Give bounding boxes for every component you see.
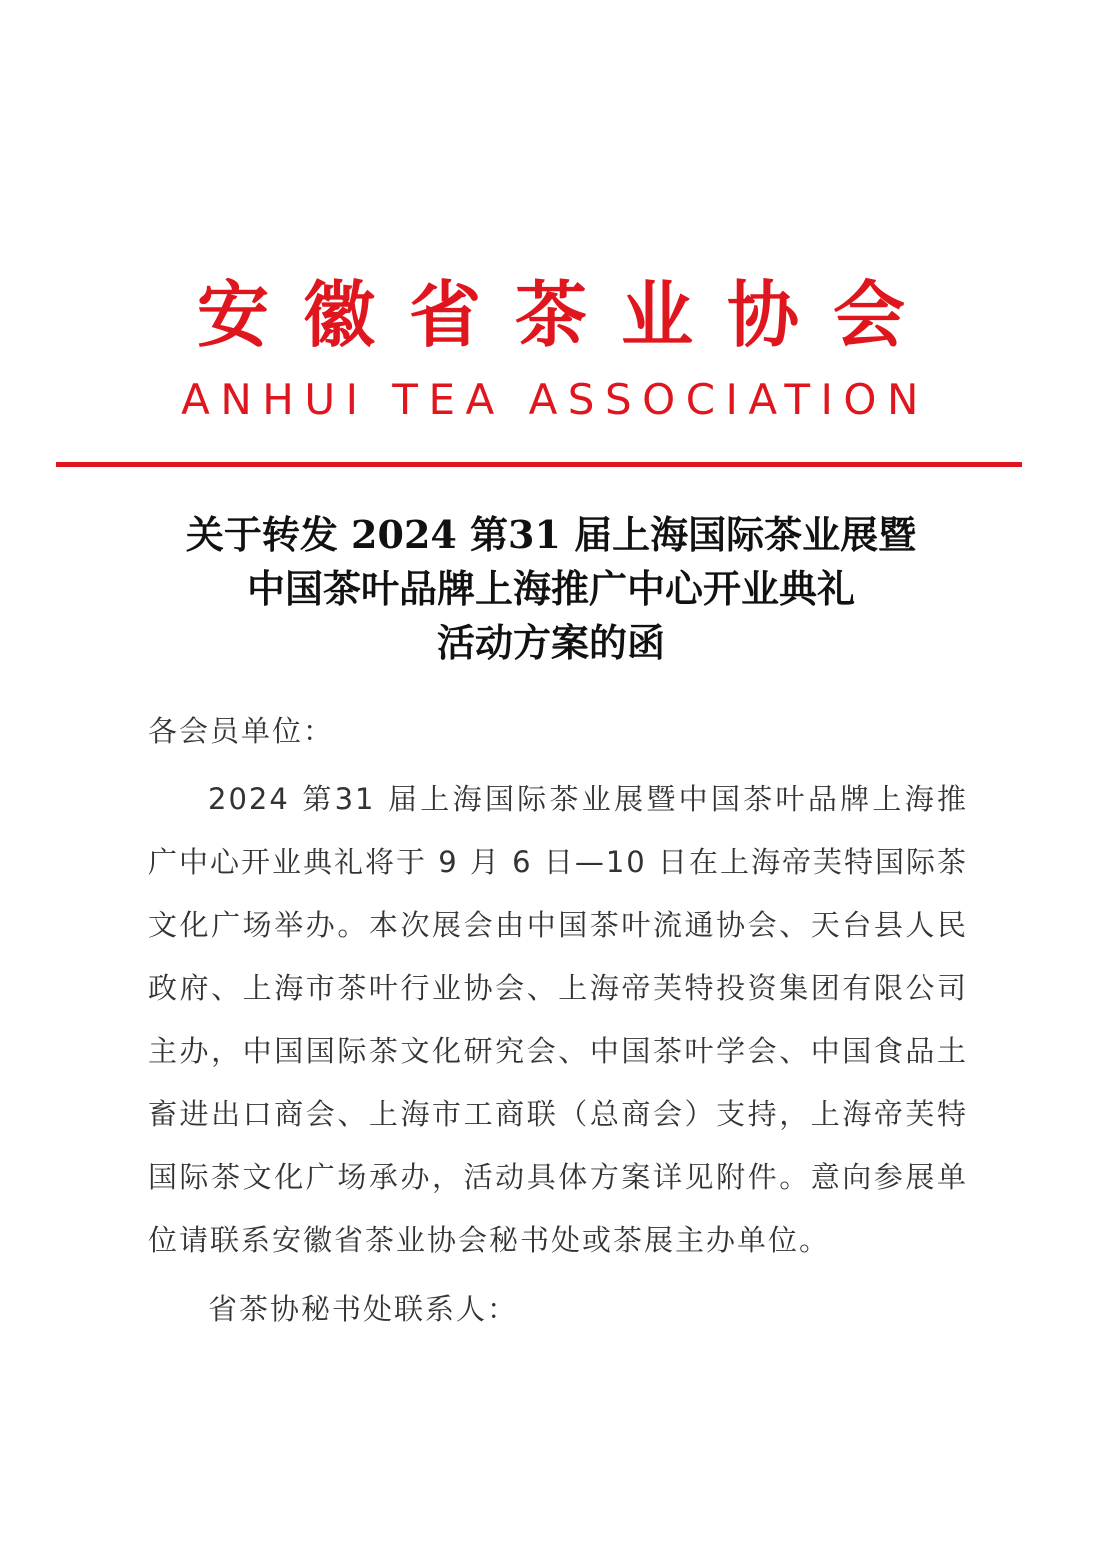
title-line-2: 中国茶叶品牌上海推广中心开业典礼 <box>246 566 855 611</box>
body-paragraph: 2024 第31 届上海国际茶业展暨中国茶叶品牌上海推广中心开业典礼将于 9 月 6 日—10 日在上海帝芙特国际茶文化广场举办。本次展会由中国茶叶流通协会、天台县人民政府、上海市茶叶行业协会、上海帝芙特投资集团有限公司主办，中国国际茶文化研究会、中国茶叶学会、中国食品土畜进出口商会、上海市工商联（总商会）支持，上海帝芙特国际茶文化广场承办，活动具体方案详见附件。意向参展单位请联系安徽省茶业协会秘书处或茶展主办单位。 <box>148 782 968 1257</box>
salutation: 各会员单位： <box>148 714 335 748</box>
title-line-1: 关于转发 2024 第31 届上海国际茶业展暨 <box>185 512 917 557</box>
title-line-3: 活动方案的函 <box>436 620 665 665</box>
document-title <box>0 508 1102 670</box>
contact-label: 省茶协秘书处联系人： <box>208 1292 519 1326</box>
letterhead-divider <box>56 462 1022 467</box>
letterhead-chinese-name: 安徽省茶业协会 <box>196 273 939 357</box>
letterhead-english-name: ANHUI TEA ASSOCIATION <box>181 375 929 424</box>
